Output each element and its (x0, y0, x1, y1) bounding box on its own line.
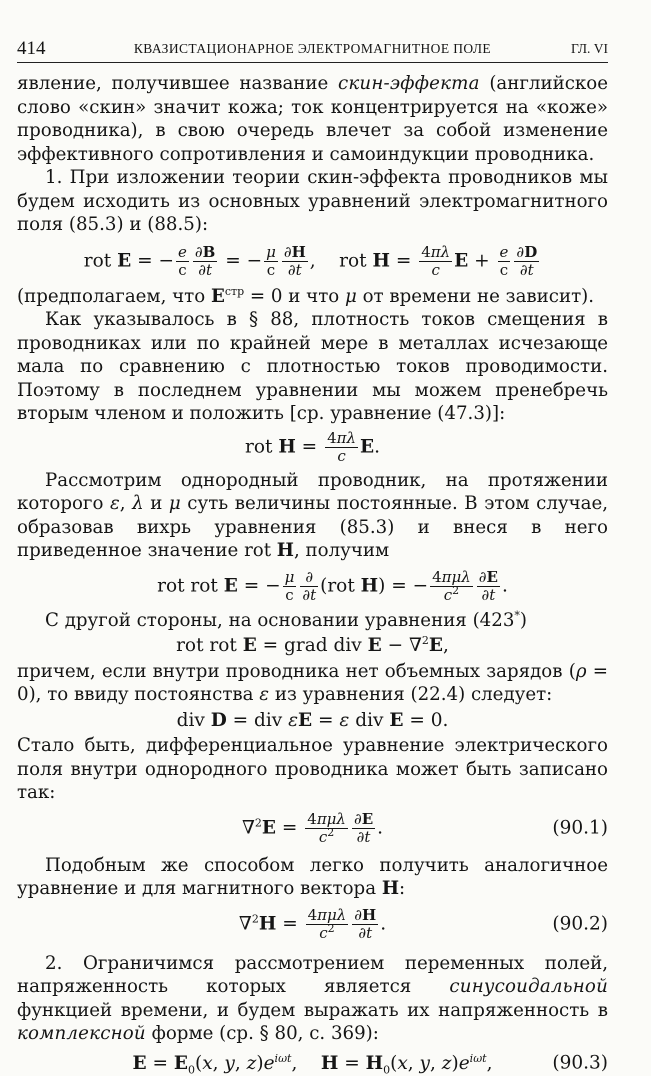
chapter-label: ГЛ. VI (571, 41, 608, 56)
paragraph-other-side: С другой стороны, на основании уравнения (423*) (45, 608, 527, 631)
formula-grad-div: rot rot E = grad div E − ∇$^2$E, (176, 633, 449, 656)
paragraph-electric-field-equation: Стало быть, дифференциальное уравнение электрического поля внутри однородного проводника может быть записано так: (17, 735, 608, 803)
paragraph-theory-intro: 1. При изложении теории скин-эффекта проводников мы будем исходить из основных уравнений электромагнитного поля (85.3) и (88.5): (17, 167, 608, 235)
equation-number: (90.1) (552, 817, 608, 839)
paragraph-sinusoidal-fields: 2. Ограничимся рассмотрением переменных полей, напряженность которых является синусоидальной функцией времени, и будем выражать их напряженность в комплексной форме (ср. § 80, с. 369): (17, 952, 608, 1044)
formula-90-2: ∇$^2$H = $\frac{\text{4πμλ}}{c^2}$ $\frac{\partial H}{\partial t}$ . (90.2) (238, 905, 608, 942)
formula-rot-rot-e: rot rot E = − $\frac{\mu}{c}$ $\frac{\partial}{\partial t}$ (rot H) = − $\frac{\text{4πμλ}}{c^2}$ $\frac{\partial E}{\partial t}$ . (157, 567, 508, 604)
formula-90-3: $E = E_0(x$, y, $z)e^{i\omega t}$, $H = H_0(x$, y, $z)e^{i\omega t}$, (90.3) (132, 1051, 608, 1076)
paragraph-displacement-currents: Как указывалось в § 88, плотность токов смещения в проводниках или по крайней мере в металлах исчезающе мала по сравнению с плотностью токов проводимости. Поэтому в последнем уравнении мы можем пренебречь вторым членом и положить [ср. уравнение (47.3)]: (17, 309, 608, 424)
formula-div-d: div D = div εE = ε div E = 0. (176, 709, 449, 731)
paragraph-magnetic-vector: Подобным же способом легко получить аналогичное уравнение и для магнитного вектора H: (17, 854, 608, 899)
running-header (17, 38, 608, 63)
equation-number: (90.3) (552, 1052, 608, 1074)
formula-rot-h: rot H = $\frac{4\pi\lambda}{c}$ E. (245, 428, 380, 465)
paragraph-homogeneous-conductor: Рассмотрим однородный проводник, на протяжении которого ε, λ и μ суть величины постоянные. В этом случае, образовав вихрь уравнения (85.3) и внеся в него приведенное значение rot H, получим (17, 469, 608, 561)
paragraph-assumption: (предполагаем, что $E^{стр} = 0$ и что μ от времени не зависит). (17, 284, 595, 307)
running-title: КВАЗИСТАЦИОНАРНОЕ ЭЛЕКТРОМАГНИТНОЕ ПОЛЕ (133, 41, 492, 56)
paragraph-skin-effect: явление, получившее название скин-эффекта (английское слово «скин» значит кожа; ток концентрируется на «коже» проводника), в свою очередь влечет за собой изменение эффективного сопротивления и самоиндукции проводника. (17, 73, 608, 165)
term-skin-effect: скин-эффекта (337, 73, 480, 94)
formula-90-1: ∇$^2$E = $\frac{\text{4πμλ}}{c^2}$ $\frac{\partial E}{\partial t}$ . (90.1) (241, 809, 608, 846)
paragraph-no-charges: причем, если внутри проводника нет объемных зарядов (ρ = 0), то ввиду постоянства ε из уравнения (22.4) следует: (17, 660, 608, 705)
formula-maxwell-equations: rot E = − $\frac{e}{c}$ $\frac{\partial B}{\partial t}$ = − $\frac{\mu}{c}$ $\frac{\partial H}{\partial t}$ , rot H = $\frac{4\pi\lambda}{c}$ E + $\frac{e}{c}$ $\frac{\partial D}{\partial t}$ (83, 242, 538, 279)
body-text (17, 72, 608, 1075)
equation-number: (90.2) (552, 913, 608, 935)
page-number: 414 (17, 38, 46, 59)
